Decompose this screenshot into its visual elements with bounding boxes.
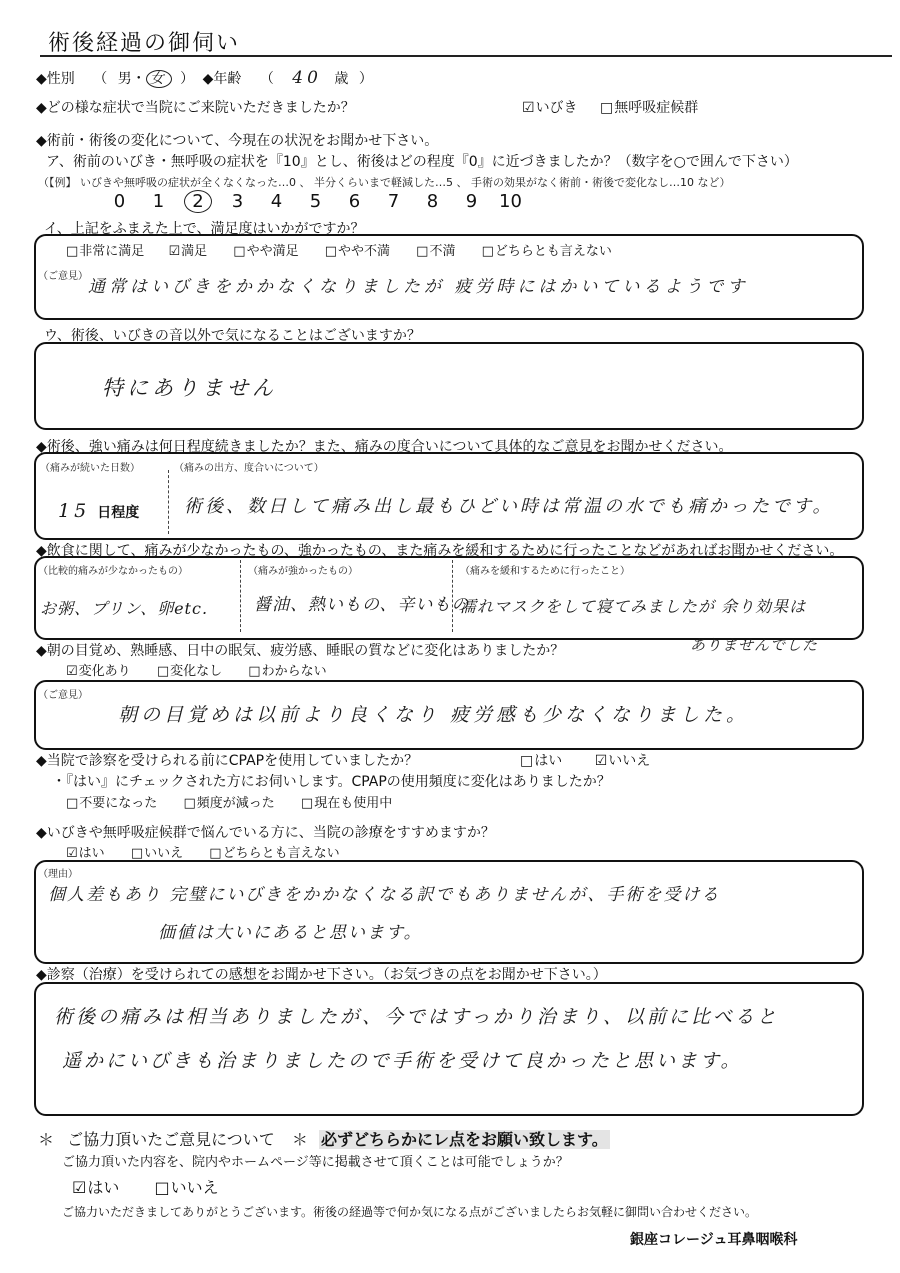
consent-emphasis: 必ずどちらかにレ点をお願い致します。 <box>321 1130 608 1149</box>
food-relief-answer[interactable]: 濡れマスクをして寝てみましたが 余り効果は <box>460 597 807 616</box>
scale-question: ア、術前のいびき・無呼吸の症状を『10』とし、術後はどの程度『0』に近づきましたか？（数字を○で囲んで下さい） <box>46 154 798 170</box>
impression-answer-cont[interactable]: 遥かにいびきも治まりましたので手術を受けて良かったと思います。 <box>62 1050 743 1072</box>
cpap-option-less-frequent[interactable]: □ 頻度が減った <box>183 796 274 811</box>
recommend-options <box>66 842 340 861</box>
satisfaction-answer[interactable]: 通常はいびきをかかなくなりましたが 疲労時にはかいているようです <box>88 277 749 297</box>
scale-1[interactable]: 1 <box>152 191 165 212</box>
consent-question: ご協力頂いた内容を、院内やホームページ等に掲載させて頂くことは可能でしょうか？ <box>62 1155 569 1170</box>
pain-degree-answer[interactable]: 術後、数日して痛み出し最もひどい時は常温の水でも痛かったです。 <box>184 496 834 517</box>
gender-male[interactable]: 男 <box>117 71 132 87</box>
title-rule <box>40 55 892 57</box>
pain-days-value[interactable]: 15 <box>58 500 91 522</box>
food-low-label: （比較的痛みが少なかったもの） <box>38 566 188 577</box>
cpap-option-no-longer-needed[interactable]: □ 不要になった <box>66 796 157 811</box>
food-high-answer[interactable]: 醤油、熱いもの、辛いもの <box>254 595 470 615</box>
satisfaction-question: イ、上記をふまえた上で、満足度はいかがですか？ <box>44 221 365 237</box>
recommend-answer-cont[interactable]: 価値は大いにあると思います。 <box>158 923 423 943</box>
cpap-sub-options <box>66 792 392 811</box>
pain-divider <box>168 470 169 534</box>
satisfaction-options <box>66 240 612 259</box>
recommend-answer[interactable]: 個人差もあり 完璧にいびきをかかなくなる訳でもありませんが、手術を受ける <box>48 885 721 905</box>
recommend-option-undecided[interactable]: □ どちらとも言えない <box>209 846 339 861</box>
satisfaction-option-somewhat-dissatisfied[interactable]: □ やや不満 <box>325 244 390 259</box>
satisfaction-option-somewhat-satisfied[interactable]: □ やや満足 <box>233 244 298 259</box>
scale-2-selected[interactable]: 2 <box>184 190 212 213</box>
morning-option-unknown[interactable]: □ わからない <box>248 664 326 679</box>
morning-answer[interactable]: 朝の目覚めは以前より良くなり 疲労感も少なくなりました。 <box>118 704 750 726</box>
page-title: 術後経過の御伺い <box>48 31 241 56</box>
food-high-label: （痛みが強かったもの） <box>248 566 358 577</box>
consent-no-checkbox[interactable]: □ いいえ <box>154 1178 218 1197</box>
satisfaction-option-very-satisfied[interactable]: □ 非常に満足 <box>66 244 144 259</box>
food-question: ◆飲食に関して、痛みが少なかったもの、強かったもの、また痛みを緩和するために行ったことなどがあればお聞かせください。 <box>36 543 844 559</box>
scale-6[interactable]: 6 <box>348 191 361 212</box>
scale-0[interactable]: 0 <box>113 191 126 212</box>
pain-question: ◆術後、強い痛みは何日程度続きましたか？また、痛みの度合いについて具体的なご意見をお聞かせください。 <box>36 439 733 455</box>
pain-degree-label: （痛みの出方、度合いについて） <box>174 463 324 474</box>
consent-heading: ご協力頂いたご意見について <box>67 1130 275 1149</box>
impression-question: ◆診察（治療）を受けられての感想をお聞かせ下さい。（お気づきの点をお聞かせ下さい。） <box>36 967 607 983</box>
cpap-no-checkbox[interactable]: ☑ いいえ <box>595 753 651 769</box>
clinic-name: 銀座コレージュ耳鼻咽喉科 <box>630 1232 798 1248</box>
food-relief-answer-cont[interactable]: ありませんでした <box>690 636 819 654</box>
consent-yes-checkbox[interactable]: ☑ はい <box>72 1178 119 1197</box>
morning-option-changed[interactable]: ☑ 変化あり <box>66 664 131 679</box>
pain-days-unit: 日程度 <box>97 505 140 521</box>
impression-answer[interactable]: 術後の痛みは相当ありましたが、今ではすっかり治まり、以前に比べると <box>54 1006 779 1028</box>
recommend-option-yes[interactable]: ☑ はい <box>66 846 105 861</box>
satisfaction-option-dissatisfied[interactable]: □ 不満 <box>416 244 455 259</box>
recommend-box <box>34 860 864 964</box>
morning-question: ◆朝の目覚め、熟睡感、日中の眠気、疲労感、睡眠の質などに変化はありましたか？ <box>36 643 565 659</box>
scale-5[interactable]: 5 <box>309 191 322 212</box>
age-value[interactable]: 40 <box>292 68 322 88</box>
gender-female[interactable]: 女 <box>146 70 172 88</box>
scale-10[interactable]: 10 <box>499 191 522 212</box>
gender-row: ◆性別 （ 男・ 女 ） ◆年齢 （ 40 歳 ） <box>36 68 373 88</box>
morning-option-no-change[interactable]: □ 変化なし <box>157 664 222 679</box>
scale-7[interactable]: 7 <box>387 191 400 212</box>
recommend-question: ◆いびきや無呼吸症候群で悩んでいる方に、当院の診療をすすめますか？ <box>36 825 495 841</box>
scale-example: （【例】 いびきや無呼吸の症状が全くなくなった…0 、 半分くらいまで軽減した…5 、 手術の効果がなく術前・術後で変化なし…10 など） <box>38 176 731 189</box>
pain-days-label: （痛みが続いた日数） <box>40 463 140 474</box>
concern-answer[interactable]: 特にありません <box>102 376 277 400</box>
scale-3[interactable]: 3 <box>231 191 244 212</box>
scale-numbers <box>100 190 530 213</box>
morning-opinion-label: （ご意見） <box>38 690 88 701</box>
age-label: ◆年齢 <box>202 71 242 87</box>
satisfaction-option-undecided[interactable]: □ どちらとも言えない <box>482 244 612 259</box>
recommend-option-no[interactable]: □ いいえ <box>131 846 183 861</box>
symptom-question: ◆どの様な症状で当院にご来院いただきましたか？ <box>36 100 355 116</box>
morning-options <box>66 660 327 679</box>
scale-4[interactable]: 4 <box>270 191 283 212</box>
food-divider-1 <box>240 560 241 632</box>
symptom-snoring-checkbox[interactable]: ☑ いびき <box>522 100 578 116</box>
food-relief-label: （痛みを緩和するために行ったこと） <box>460 566 630 577</box>
scale-9[interactable]: 9 <box>465 191 478 212</box>
consent-heading-row: ＊ ご協力頂いたご意見について ＊ 必ずどちらかにレ点をお願い致します。 <box>38 1130 608 1149</box>
satisfaction-opinion-label: （ご意見） <box>38 271 88 282</box>
cpap-option-still-using[interactable]: □ 現在も使用中 <box>301 796 392 811</box>
food-low-answer[interactable]: お粥、プリン、卵etc. <box>40 599 209 618</box>
consent-options <box>72 1175 219 1198</box>
satisfaction-option-satisfied[interactable]: ☑ 満足 <box>168 244 207 259</box>
scale-8[interactable]: 8 <box>426 191 439 212</box>
cpap-sub-question: ・『はい』にチェックされた方にお伺いします。CPAPの使用頻度に変化はありましたか？ <box>52 774 611 790</box>
footer-thanks: ご協力いただきましてありがとうございます。術後の経過等で何か気になる点がございましたらお気軽に御問い合わせください。 <box>62 1205 758 1219</box>
symptom-apnea-checkbox[interactable]: □ 無呼吸症候群 <box>600 100 698 116</box>
gender-label: ◆性別 <box>36 71 75 87</box>
recommend-reason-label: （理由） <box>38 869 78 880</box>
change-question: ◆術前・術後の変化について、今現在の状況をお聞かせ下さい。 <box>36 133 439 149</box>
cpap-question: ◆当院で診察を受けられる前にCPAPを使用していましたか？ <box>36 753 419 769</box>
concern-question: ウ、術後、いびきの音以外で気になることはございますか？ <box>44 328 421 344</box>
cpap-yes-checkbox[interactable]: □ はい <box>520 753 562 769</box>
pain-days-row <box>58 500 139 522</box>
